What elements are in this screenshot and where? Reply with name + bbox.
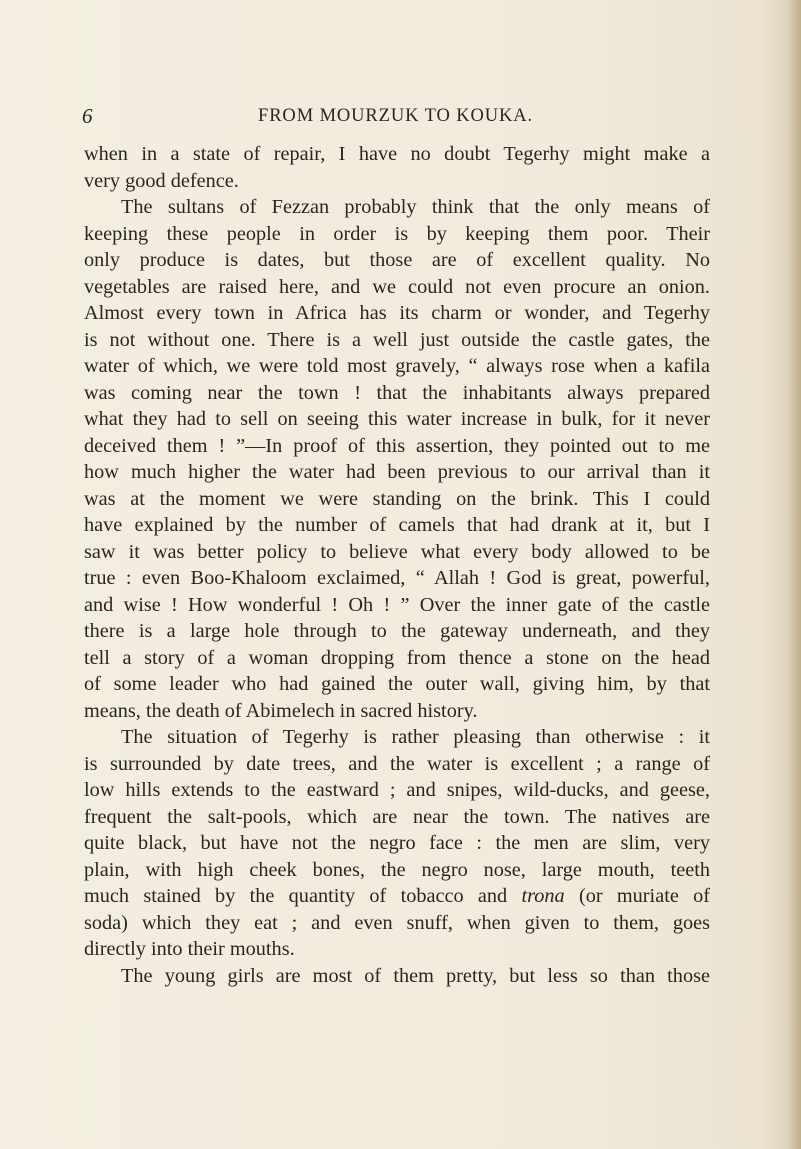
text-line: frequent the salt-pools, which are near the town. The natives are: [84, 805, 710, 828]
text-line: keeping these people in order is by keeping them poor. Their: [84, 222, 710, 245]
text-line: when in a state of repair, I have no doubt Tegerhy might make a: [84, 143, 710, 165]
text-line: and wise ! How wonderful ! Oh ! ” Over the inner gate of the castle: [84, 593, 710, 616]
text-line: only produce is dates, but those are of excellent quality. No: [84, 249, 710, 271]
text-line: quite black, but have not the negro face : the men are slim, very: [84, 832, 710, 854]
text-line: was coming near the town ! that the inhabitants always prepared: [84, 381, 710, 404]
running-head: FROM MOURZUK TO KOUKA.: [258, 106, 534, 126]
text-line: was at the moment we were standing on the brink. This I could: [84, 487, 710, 510]
italic-term: trona: [521, 885, 565, 907]
text-line: tell a story of a woman dropping from thence a stone on the head: [84, 646, 710, 669]
text-line: means, the death of Abimelech in sacred history.: [84, 699, 478, 722]
text-line: true : even Boo-Khaloom exclaimed, “ Allah ! God is great, powerful,: [84, 567, 710, 589]
text-segment: much stained by the quantity of tobacco and: [84, 885, 522, 907]
text-line: water of which, we were told most gravely, “ always rose when a kafila: [84, 355, 710, 377]
text-line: what they had to sell on seeing this water increase in bulk, for it never: [84, 408, 710, 430]
text-line: plain, with high cheek bones, the negro nose, large mouth, teeth: [84, 858, 710, 881]
text-line: saw it was better policy to believe what every body allowed to be: [84, 540, 710, 563]
text-line: is not without one. There is a well just outside the castle gates, the: [84, 328, 710, 351]
text-line: there is a large hole through to the gateway underneath, and they: [84, 620, 710, 642]
text-line: how much higher the water had been previous to our arrival than it: [84, 461, 710, 483]
text-line: directly into their mouths.: [84, 938, 295, 960]
page-number: 6: [82, 104, 93, 128]
text-line: The sultans of Fezzan probably think that the only means of: [121, 196, 710, 218]
text-line: have explained by the number of camels that had drank at it, but I: [84, 514, 710, 536]
text-line: very good defence.: [84, 169, 239, 192]
text-line: low hills extends to the eastward ; and snipes, wild-ducks, and geese,: [84, 779, 710, 801]
text-line: The situation of Tegerhy is rather pleasing than otherwise : it: [121, 726, 710, 748]
body-text: [84, 141, 710, 989]
text-line: of some leader who had gained the outer wall, giving him, by that: [84, 673, 710, 695]
page-edge-shadow: [787, 0, 801, 1149]
page-header: [0, 104, 801, 130]
text-line-with-italic: [84, 883, 710, 910]
text-line: Almost every town in Africa has its charm or wonder, and Tegerhy: [84, 302, 710, 324]
text-segment: (or muriate of: [564, 885, 710, 907]
text-line: The young girls are most of them pretty, but less so than those: [121, 964, 710, 987]
text-line: vegetables are raised here, and we could not even procure an onion.: [84, 275, 710, 298]
text-line: soda) which they eat ; and even snuff, when given to them, goes: [84, 911, 710, 934]
text-line: deceived them ! ”—In proof of this assertion, they pointed out to me: [84, 434, 710, 457]
text-line: is surrounded by date trees, and the water is excellent ; a range of: [84, 752, 710, 775]
